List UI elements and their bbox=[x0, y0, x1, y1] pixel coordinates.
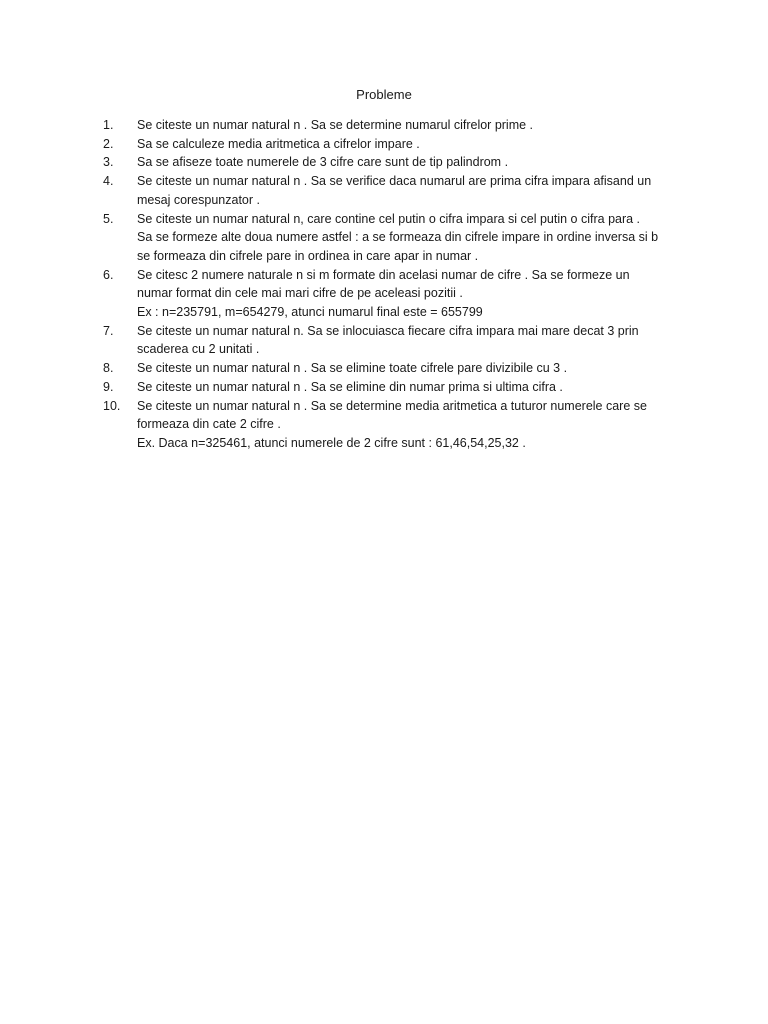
problem-text-line: Se citeste un numar natural n . Sa se verifice daca numarul are prima cifra impara afisand un bbox=[137, 174, 652, 189]
problem-number: 2. bbox=[103, 136, 114, 151]
problem-text-line: Se citeste un numar natural n . Sa se determine media aritmetica a tuturor numerele care se bbox=[137, 398, 647, 413]
problem-item bbox=[103, 266, 675, 322]
problem-text-line: Se citeste un numar natural n . Sa se elimine toate cifrele pare divizibile cu 3 . bbox=[137, 361, 568, 376]
problem-item bbox=[103, 359, 675, 378]
problem-text-line: Ex : n=235791, m=654279, atunci numarul final este = 655799 bbox=[137, 305, 483, 320]
problem-text-line: Sa se formeze alte doua numere astfel : a se formeaza din cifrele impare in ordine inversa si b bbox=[137, 230, 659, 245]
problem-item bbox=[103, 153, 675, 172]
problem-number: 5. bbox=[103, 211, 114, 226]
problem-item bbox=[103, 210, 675, 266]
problem-text-line: Sa se afiseze toate numerele de 3 cifre care sunt de tip palindrom . bbox=[137, 155, 509, 170]
problem-item bbox=[103, 135, 675, 154]
problem-number: 3. bbox=[103, 155, 114, 170]
problem-text-line: mesaj corespunzator . bbox=[137, 192, 260, 207]
problem-text-line: Se citeste un numar natural n. Sa se inlocuiasca fiecare cifra impara mai mare decat 3 prin bbox=[137, 323, 639, 338]
problem-text-line: Se citeste un numar natural n . Sa se elimine din numar prima si ultima cifra . bbox=[137, 379, 563, 394]
problem-text-line: Se citeste un numar natural n . Sa se determine numarul cifrelor prime . bbox=[137, 118, 534, 132]
problem-number: 7. bbox=[103, 323, 114, 338]
problem-text-line: Sa se calculeze media aritmetica a cifrelor impare . bbox=[137, 136, 420, 151]
problem-text-line: Ex. Daca n=325461, atunci numerele de 2 cifre sunt : 61,46,54,25,32 . bbox=[137, 435, 526, 450]
problem-number: 8. bbox=[103, 361, 114, 376]
problem-item bbox=[103, 378, 675, 397]
problem-number: 9. bbox=[103, 379, 114, 394]
problem-text-line: scaderea cu 2 unitati . bbox=[137, 342, 260, 357]
problem-number: 1. bbox=[103, 118, 114, 132]
problem-item bbox=[103, 322, 675, 359]
problem-text-line: formeaza din cate 2 cifre . bbox=[137, 417, 281, 432]
problem-number: 4. bbox=[103, 174, 114, 189]
problem-text-line: se formeaza din cifrele pare in ordinea in care apar in numar . bbox=[137, 248, 479, 263]
problem-item bbox=[103, 397, 675, 453]
problem-item bbox=[103, 116, 675, 135]
problem-list bbox=[103, 116, 675, 453]
problem-item bbox=[103, 172, 675, 209]
problem-text-line: numar format din cele mai mari cifre de pe aceleasi pozitii . bbox=[137, 286, 463, 301]
page-title: Probleme bbox=[356, 87, 412, 102]
problem-number: 6. bbox=[103, 267, 114, 282]
problem-text-line: Se citesc 2 numere naturale n si m formate din acelasi numar de cifre . Sa se formeze un bbox=[137, 267, 630, 282]
problem-text-line: Se citeste un numar natural n, care contine cel putin o cifra impara si cel putin o cifra para . bbox=[137, 211, 641, 226]
problem-number: 10. bbox=[103, 398, 121, 413]
